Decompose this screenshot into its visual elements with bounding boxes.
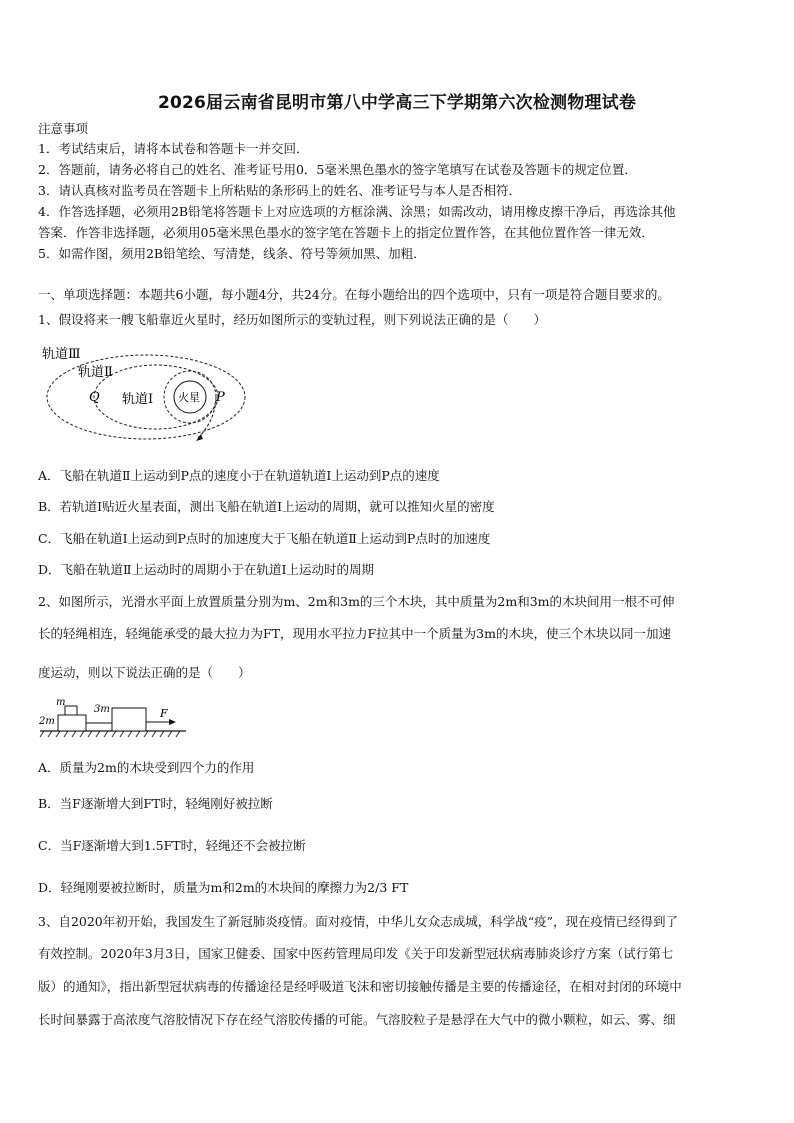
question-1-option-c: C．飞船在轨道Ⅰ上运动到P点时的加速度大于飞船在轨道Ⅱ上运动到P点时的加速度 (38, 531, 491, 546)
question-2-option-d: D．轻绳刚要被拉断时，质量为m和2m的木块间的摩擦力为2/3 FT (38, 880, 409, 895)
notice-item: 4．作答选择题，必须用2B铅笔将答题卡上对应选项的方框涂满、涂黑；如需改动，请用橡皮擦干净后，再选涂其他 (38, 204, 676, 219)
label-orbit-3: 轨道Ⅲ (42, 347, 81, 362)
question-1-option-a: A．飞船在轨道Ⅱ上运动到P点的速度小于在轨道轨道Ⅰ上运动到P点的速度 (38, 468, 440, 483)
label-point-p: P (216, 390, 225, 405)
question-2-option-b: B．当F逐渐增大到FT时，轻绳刚好被拉断 (38, 796, 273, 811)
ground-hatch (40, 731, 180, 737)
label-m: m (56, 697, 66, 708)
question-1-option-b: B．若轨道Ⅰ贴近火星表面，测出飞船在轨道Ⅰ上运动的周期，就可以推知火星的密度 (38, 499, 495, 514)
notice-item: 3．请认真核对监考员在答题卡上所粘贴的条形码上的姓名、准考证号与本人是否相符． (38, 183, 521, 198)
arrow-head (196, 434, 203, 441)
label-3m: 3m (94, 704, 110, 715)
block-3m (112, 708, 146, 731)
block-2m (58, 715, 86, 731)
question-2-option-a: A．质量为2m的木块受到四个力的作用 (38, 760, 255, 775)
notice-item: 答案．作答非选择题，必须用05毫米黑色墨水的签字笔在答题卡上的指定位置作答，在其他位置作答一律无效． (38, 225, 654, 240)
question-3-text: 3、自2020年初开始，我国发生了新冠肺炎疫情。面对疫情，中华儿女众志成城，科学战“疫”，现在疫情已经得到了 (38, 914, 679, 929)
label-point-q: Q (89, 390, 100, 405)
question-2-stem: 2、如图所示，光滑水平面上放置质量分别为m、2m和3m的三个木块，其中质量为2m和3m的木块间用一根不可伸 (38, 594, 675, 609)
question-2-option-c: C．当F逐渐增大到1.5FT时，轻绳还不会被拉断 (38, 838, 306, 853)
question-3-text: 有效控制。2020年3月3日，国家卫健委、国家中医药管理局印发《关于印发新型冠状病毒肺炎诊疗方案（试行第七 (38, 946, 674, 961)
label-orbit-2: 轨道Ⅱ (78, 365, 113, 380)
notice-item: 1．考试结束后，请将本试卷和答题卡一并交回． (38, 141, 309, 156)
question-3-text: 版）的通知》，指出新型冠状病毒的传播途径是经呼吸道飞沫和密切接触传播是主要的传播途径，在相对封闭的环境中 (38, 979, 682, 994)
force-arrow-head (169, 719, 176, 725)
question-3-text: 长时间暴露于高浓度气溶胶情况下存在经气溶胶传播的可能。气溶胶粒子是悬浮在大气中的微小颗粒，如云、雾、细 (38, 1012, 676, 1027)
label-force: F (160, 707, 168, 720)
blocks-diagram (38, 695, 188, 745)
label-2m: 2m (39, 716, 55, 727)
block-m (65, 706, 77, 715)
question-1-stem: 1、假设将来一艘飞船靠近火星时，经历如图所示的变轨过程，则下列说法正确的是（ ） (38, 312, 546, 327)
notice-heading: 注意事项 (38, 121, 89, 136)
section-header: 一、单项选择题：本题共6小题，每小题4分，共24分。在每小题给出的四个选项中，只有一项是符合题目要求的。 (38, 287, 670, 302)
question-2-stem: 长的轻绳相连，轻绳能承受的最大拉力为FT，现用水平拉力F拉其中一个质量为3m的木块，使三个木块以同一加速 (38, 626, 671, 641)
label-orbit-1: 轨道Ⅰ (122, 392, 154, 407)
notice-item: 2．答题前，请务必将自己的姓名、准考证号用0．5毫米黑色墨水的签字笔填写在试卷及答题卡的规定位置． (38, 162, 637, 177)
notice-item: 5．如需作图，须用2B铅笔绘、写清楚，线条、符号等须加黑、加粗． (38, 246, 426, 261)
orbit-diagram (38, 340, 248, 450)
page-title: 2026届云南省昆明市第八中学高三下学期第六次检测物理试卷 (157, 93, 637, 113)
label-mars: 火星 (178, 391, 200, 404)
question-2-stem: 度运动，则以下说法正确的是（ ） (38, 665, 251, 680)
question-1-option-d: D．飞船在轨道Ⅱ上运动时的周期小于在轨道Ⅰ上运动时的周期 (38, 562, 374, 577)
